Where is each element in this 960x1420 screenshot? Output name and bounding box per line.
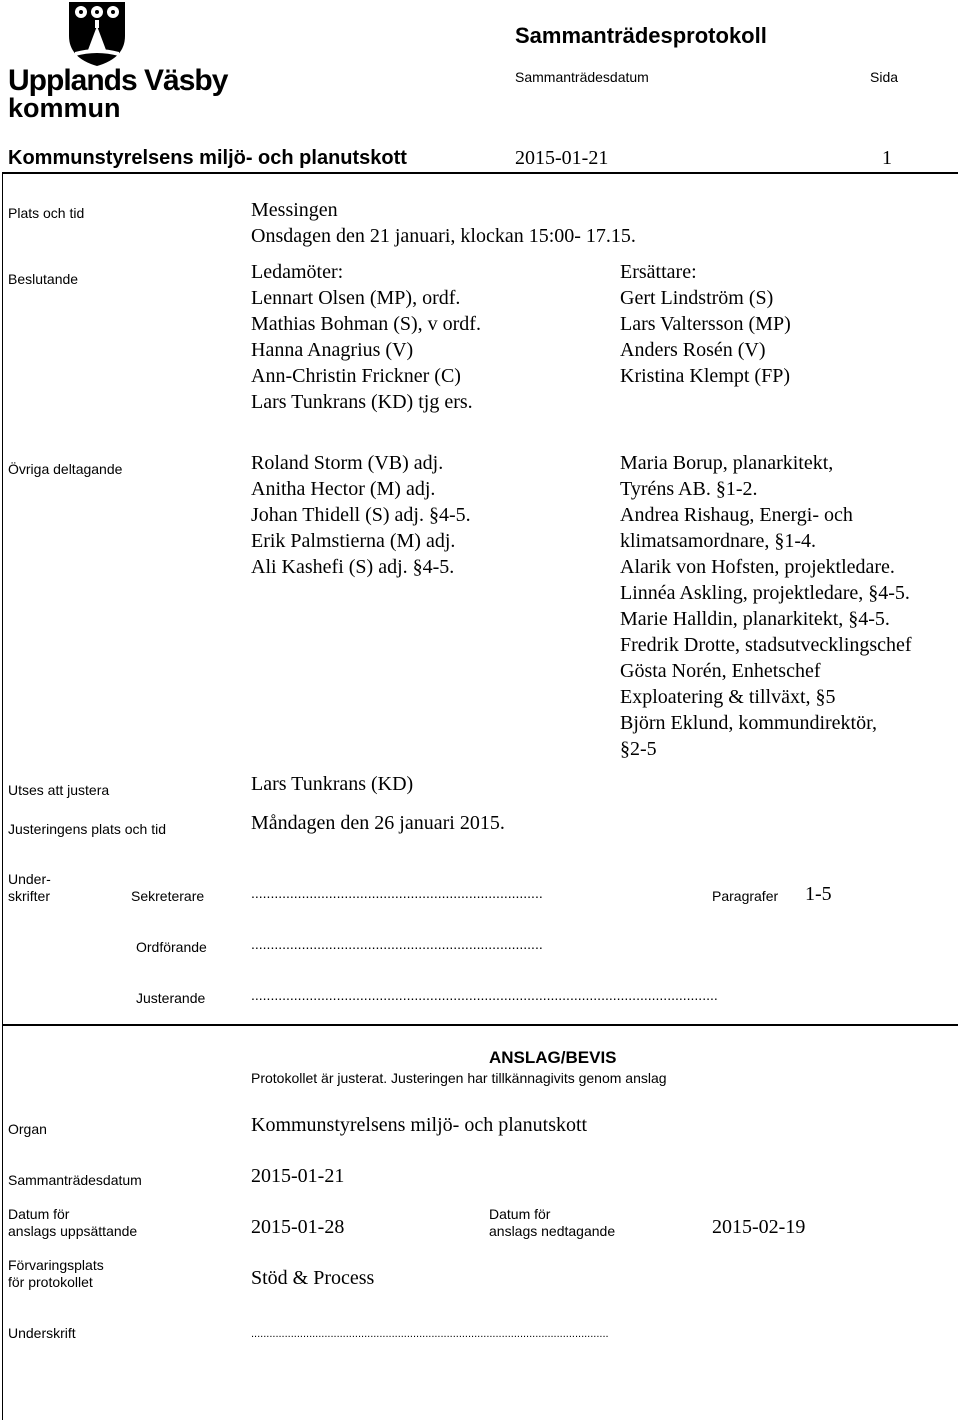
- place-time-label: Plats och tid: [8, 205, 85, 221]
- list-item: Lars Tunkrans (KD) tjg ers.: [251, 391, 473, 413]
- storage-label-line2: för protokollet: [8, 1274, 93, 1290]
- notice-meeting-date-value: 2015-01-21: [251, 1165, 345, 1187]
- notice-signature-label: Underskrift: [8, 1325, 76, 1341]
- list-item: Marie Halldin, planarkitekt, §4-5.: [620, 608, 890, 630]
- document-title: Sammanträdesprotokoll: [515, 23, 767, 48]
- page-header-label: Sida: [870, 69, 899, 85]
- signature-rule: [2, 1024, 958, 1026]
- list-item: Anitha Hector (M) adj.: [251, 478, 436, 500]
- list-item: Lennart Olsen (MP), ordf.: [251, 287, 461, 309]
- list-item: Ersättare:: [620, 261, 697, 283]
- list-item: Ledamöter:: [251, 261, 344, 283]
- chair-signature-line[interactable]: ...........................................................................: [251, 936, 543, 952]
- time-line: Onsdagen den 21 januari, klockan 15:00- 17.15.: [251, 225, 636, 247]
- signatures-label-line1: Under-: [8, 871, 51, 887]
- list-item: §2-5: [620, 738, 657, 760]
- list-item: Fredrik Drotte, stadsutvecklingschef: [620, 634, 912, 656]
- list-item: klimatsamordnare, §1-4.: [620, 530, 817, 552]
- list-item: Erik Palmstierna (M) adj.: [251, 530, 456, 552]
- coat-of-arms-icon: [67, 0, 127, 68]
- place-line: Messingen: [251, 199, 338, 221]
- list-item: Ann-Christin Frickner (C): [251, 365, 461, 387]
- meeting-date-header-label: Sammanträdesdatum: [515, 69, 649, 85]
- list-item: Hanna Anagrius (V): [251, 339, 414, 361]
- signatures-label-line2: skrifter: [8, 888, 50, 904]
- list-item: Mathias Bohman (S), v ordf.: [251, 313, 481, 335]
- removed-date-label-line2: anslags nedtagande: [489, 1223, 616, 1239]
- list-item: Anders Rosén (V): [620, 339, 766, 361]
- secretary-label: Sekreterare: [131, 888, 205, 904]
- storage-label-line1: Förvaringsplats: [8, 1257, 104, 1273]
- adjust-place-value: Måndagen den 26 januari 2015.: [251, 812, 505, 834]
- list-item: Linnéa Askling, projektledare, §4-5.: [620, 582, 910, 604]
- substitutes-list: [620, 259, 791, 389]
- list-item: Gösta Norén, Enhetschef: [620, 660, 821, 682]
- list-item: Kristina Klempt (FP): [620, 365, 790, 387]
- list-item: Alarik von Hofsten, projektledare.: [620, 556, 895, 578]
- posted-date-label-line1: Datum för: [8, 1206, 70, 1222]
- others-label: Övriga deltagande: [8, 461, 123, 477]
- organ-label: Organ: [8, 1121, 47, 1137]
- others-left-list: [251, 450, 471, 580]
- list-item: Lars Valtersson (MP): [620, 313, 791, 335]
- list-item: Andrea Rishaug, Energi- och: [620, 504, 853, 526]
- members-list: [251, 259, 481, 415]
- posted-date-label-line2: anslags uppsättande: [8, 1223, 138, 1239]
- notice-subtitle: Protokollet är justerat. Justeringen har tillkännagivits genom anslag: [251, 1070, 667, 1086]
- adjuster-appointed-value: Lars Tunkrans (KD): [251, 773, 414, 795]
- page-number: 1: [882, 147, 892, 169]
- organ-value: Kommunstyrelsens miljö- och planutskott: [251, 1114, 588, 1136]
- header-rule: [2, 172, 958, 174]
- list-item: Exploatering & tillväxt, §5: [620, 686, 836, 708]
- adjust-place-label: Justeringens plats och tid: [8, 821, 166, 837]
- adjuster-signature-line[interactable]: ........................................................................................................................: [251, 987, 718, 1003]
- secretary-signature-line[interactable]: ...........................................................................: [251, 885, 543, 901]
- meeting-date: 2015-01-21: [515, 147, 609, 169]
- paragraphs-label: Paragrafer: [712, 888, 779, 904]
- removed-date-label-line1: Datum för: [489, 1206, 551, 1222]
- committee-name: Kommunstyrelsens miljö- och planutskott: [8, 147, 407, 169]
- notice-meeting-date-label: Sammanträdesdatum: [8, 1172, 142, 1188]
- list-item: Johan Thidell (S) adj. §4-5.: [251, 504, 471, 526]
- municipality-logo: [8, 0, 228, 125]
- posted-date-value: 2015-01-28: [251, 1216, 345, 1238]
- left-border-upper: [2, 172, 3, 1024]
- adjuster-appointed-label: Utses att justera: [8, 782, 110, 798]
- list-item: Roland Storm (VB) adj.: [251, 452, 444, 474]
- paragraphs-value: 1-5: [805, 883, 832, 905]
- logo-text-line2: kommun: [8, 93, 121, 123]
- storage-value: Stöd & Process: [251, 1267, 375, 1289]
- adjuster-label: Justerande: [136, 990, 206, 1006]
- list-item: Gert Lindström (S): [620, 287, 774, 309]
- list-item: Tyréns AB. §1-2.: [620, 478, 758, 500]
- list-item: Björn Eklund, kommundirektör,: [620, 712, 877, 734]
- others-right-list: [620, 450, 912, 762]
- notice-title: ANSLAG/BEVIS: [489, 1048, 617, 1067]
- chair-label: Ordförande: [136, 939, 207, 955]
- list-item: Ali Kashefi (S) adj. §4-5.: [251, 556, 455, 578]
- notice-signature-line[interactable]: .....................................................................................................................: [251, 1328, 609, 1340]
- logo-text-line1: Upplands Väsby: [8, 64, 228, 97]
- deciding-label: Beslutande: [8, 271, 79, 287]
- removed-date-value: 2015-02-19: [712, 1216, 806, 1238]
- list-item: Maria Borup, planarkitekt,: [620, 452, 834, 474]
- left-border-lower: [2, 1024, 3, 1420]
